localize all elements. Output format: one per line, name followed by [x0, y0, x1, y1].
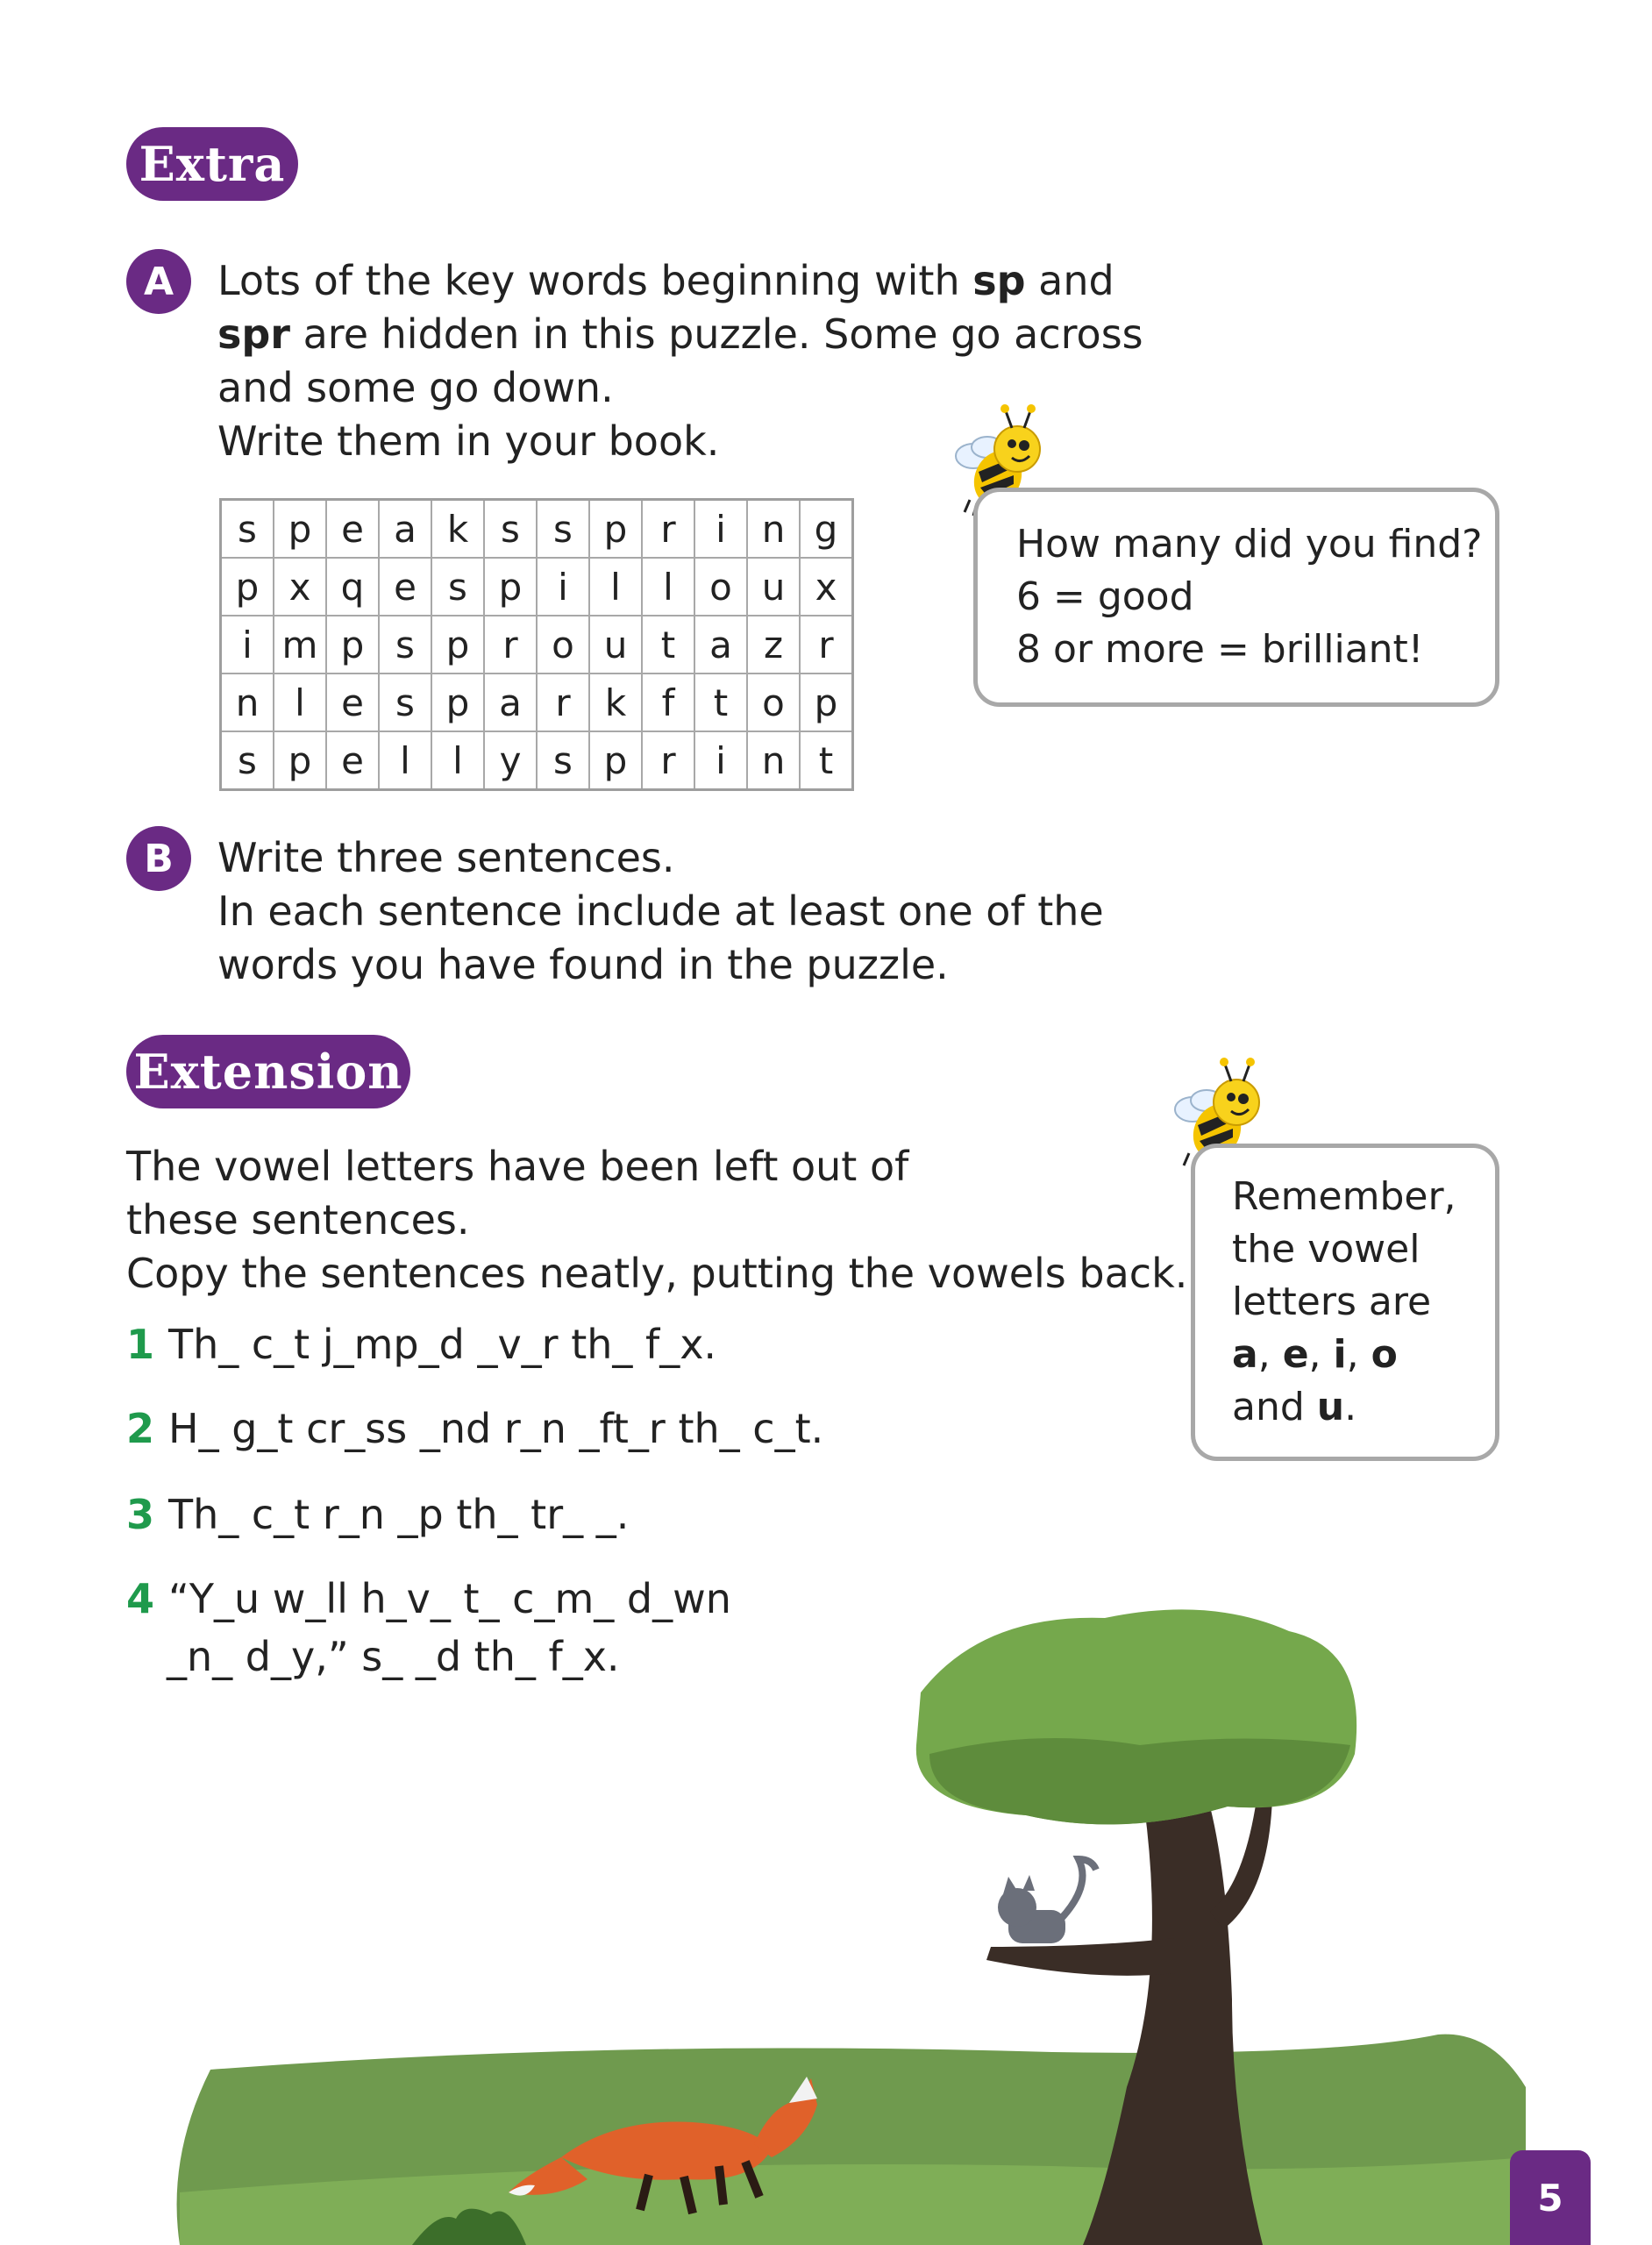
grid-cell: l [274, 674, 326, 731]
grid-cell: s [431, 558, 484, 616]
extension-intro-line-3: Copy the sentences neatly, putting the vowels back. [126, 1250, 1188, 1297]
grid-cell: s [221, 731, 274, 790]
grid-cell: s [221, 500, 274, 559]
sentence-1 [126, 1317, 716, 1372]
grid-cell: o [747, 674, 800, 731]
grid-cell: i [221, 616, 274, 674]
activity-a-line-3: and some go down. [217, 364, 614, 411]
grid-cell: t [694, 674, 747, 731]
grid-cell: t [642, 616, 694, 674]
grid-cell: s [484, 500, 537, 559]
grid-row [221, 558, 853, 616]
grid-cell: u [747, 558, 800, 616]
extra-heading: Extra [126, 127, 298, 201]
page-number: 5 [1510, 2150, 1591, 2245]
grid-cell: e [326, 731, 379, 790]
grid-cell: n [747, 500, 800, 559]
tip-line-1: How many did you find? [1016, 522, 1483, 567]
grid-cell: s [379, 674, 431, 731]
grid-row [221, 731, 853, 790]
grid-cell: n [221, 674, 274, 731]
grid-cell: p [431, 674, 484, 731]
grid-cell: l [589, 558, 642, 616]
grid-cell: r [642, 731, 694, 790]
activity-b-text [217, 831, 1104, 992]
extension-intro-line-1: The vowel letters have been left out of [126, 1143, 909, 1190]
activity-a-line-4: Write them in your book. [217, 417, 720, 465]
grid-cell: p [326, 616, 379, 674]
find-count-tip-box [973, 488, 1499, 707]
sentence-text: “Y_u w_ll h_v_ t_ c_m_ d_wn [168, 1575, 731, 1622]
grid-cell: i [537, 558, 589, 616]
sentence-2 [126, 1401, 823, 1456]
grid-cell: m [274, 616, 326, 674]
activity-a-line-1: Lots of the key words beginning with sp and [217, 257, 1114, 304]
extension-intro [126, 1140, 1187, 1301]
grid-cell: e [326, 674, 379, 731]
grid-cell: l [431, 731, 484, 790]
grid-cell: x [274, 558, 326, 616]
grid-cell: p [274, 731, 326, 790]
tip-line-2: 6 = good [1016, 574, 1194, 619]
activity-b-line-2: In each sentence include at least one of the [217, 887, 1104, 935]
grid-cell: g [800, 500, 853, 559]
grid-cell: p [221, 558, 274, 616]
grid-cell: k [589, 674, 642, 731]
sentence-number: 1 [126, 1321, 155, 1368]
reminder-line-2: the vowel [1232, 1227, 1421, 1272]
extension-intro-line-2: these sentences. [126, 1196, 470, 1244]
extension-heading: Extension [126, 1035, 410, 1108]
activity-a-line-2: spr are hidden in this puzzle. Some go across [217, 310, 1143, 358]
grid-cell: p [484, 558, 537, 616]
reminder-line-5: and u. [1232, 1385, 1357, 1429]
sentence-text: _n_ d_y,” s_ _d th_ f_x. [167, 1633, 620, 1680]
grid-cell: a [484, 674, 537, 731]
grid-cell: a [694, 616, 747, 674]
grid-cell: i [694, 731, 747, 790]
tip-line-3: 8 or more = brilliant! [1016, 627, 1424, 672]
grid-cell: p [589, 731, 642, 790]
grid-row [221, 674, 853, 731]
vowel-reminder-box [1191, 1144, 1499, 1461]
activity-b-badge: B [126, 826, 191, 891]
sentence-text: Th_ c_t r_n _p th_ tr_ _. [168, 1491, 630, 1538]
grid-cell: p [589, 500, 642, 559]
grid-cell: s [537, 500, 589, 559]
sentence-text: Th_ c_t j_mp_d _v_r th_ f_x. [168, 1321, 717, 1368]
grid-cell: p [431, 616, 484, 674]
grid-cell: t [800, 731, 853, 790]
sentence-number: 3 [126, 1491, 155, 1538]
sentence-number: 2 [126, 1405, 155, 1452]
grid-cell: o [537, 616, 589, 674]
sentence-text: H_ g_t cr_ss _nd r_n _ft_r th_ c_t. [168, 1405, 824, 1452]
activity-b-line-1: Write three sentences. [217, 834, 675, 881]
grid-cell: p [274, 500, 326, 559]
grid-cell: z [747, 616, 800, 674]
grid-cell: s [537, 731, 589, 790]
grid-cell: n [747, 731, 800, 790]
reminder-line-4: a, e, i, o [1232, 1332, 1398, 1377]
grid-cell: a [379, 500, 431, 559]
grid-cell: r [642, 500, 694, 559]
grid-cell: p [800, 674, 853, 731]
grid-cell: k [431, 500, 484, 559]
grid-cell: e [379, 558, 431, 616]
grid-cell: e [326, 500, 379, 559]
grid-cell: o [694, 558, 747, 616]
reminder-line-1: Remember, [1232, 1174, 1456, 1219]
grid-cell: i [694, 500, 747, 559]
grid-cell: q [326, 558, 379, 616]
activity-a-badge: A [126, 249, 191, 314]
word-search-grid [219, 498, 854, 791]
grid-cell: x [800, 558, 853, 616]
grid-cell: s [379, 616, 431, 674]
sentence-3 [126, 1487, 629, 1542]
grid-row [221, 500, 853, 559]
grid-cell: l [642, 558, 694, 616]
fox-cat-tree-illustration [0, 1596, 1652, 2245]
grid-cell: l [379, 731, 431, 790]
grid-cell: r [800, 616, 853, 674]
sentence-number: 4 [126, 1575, 155, 1622]
grid-row [221, 616, 853, 674]
grid-cell: f [642, 674, 694, 731]
grid-cell: u [589, 616, 642, 674]
grid-cell: y [484, 731, 537, 790]
activity-b-line-3: words you have found in the puzzle. [217, 941, 949, 988]
grid-cell: r [537, 674, 589, 731]
reminder-line-3: letters are [1232, 1279, 1432, 1324]
grid-cell: r [484, 616, 537, 674]
